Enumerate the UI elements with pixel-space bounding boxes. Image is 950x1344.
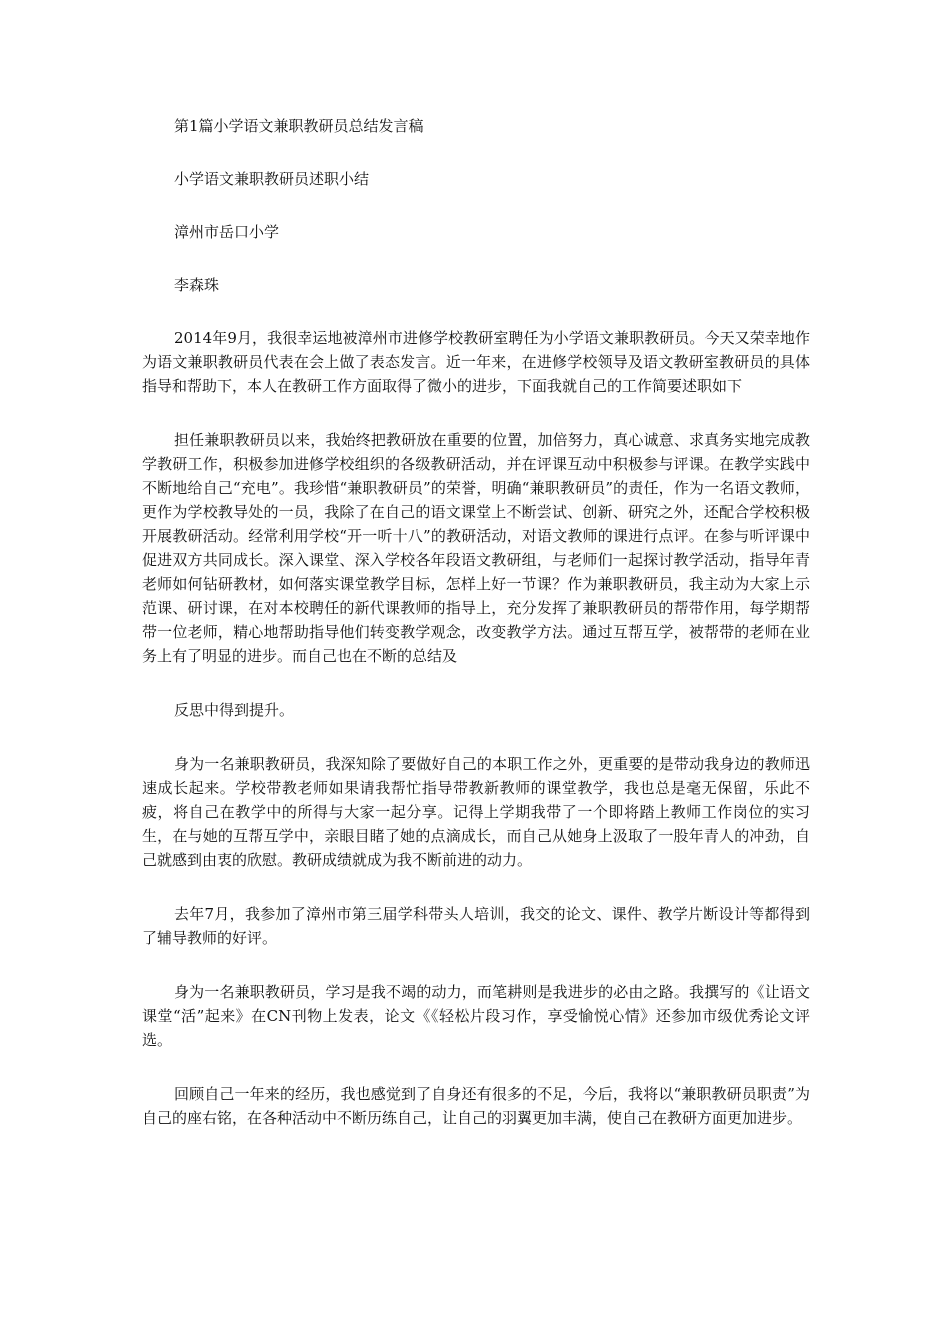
document-body bbox=[142, 114, 810, 1160]
paragraph-reflection: 反思中得到提升。 bbox=[174, 701, 295, 719]
paragraph-writing: 身为一名兼职教研员，学习是我不竭的动力，而笔耕则是我进步的必由之路。我撰写的《让语文课堂“活”起来》在CN刊物上发表，论文《《轻松片段习作，享受愉悦心情》还参加市级优秀论文评选。 bbox=[142, 983, 810, 1049]
paragraph-conclusion: 回顾自己一年来的经历，我也感觉到了自身还有很多的不足，今后，我将以“兼职教研员职责”为自己的座右铭，在各种活动中不断历练自己，让自己的羽翼更加丰满，使自己在教研方面更加进步。 bbox=[142, 1085, 810, 1127]
school-name: 漳州市岳口小学 bbox=[174, 223, 280, 241]
document-title: 第1篇小学语文兼职教研员总结发言稿 bbox=[174, 117, 424, 135]
paragraph-mentoring: 身为一名兼职教研员，我深知除了要做好自己的本职工作之外，更重要的是带动我身边的教师迅速成长起来。学校带教老师如果请我帮忙指导带教新教师的课堂教学，我也总是毫无保留，乐此不疲，将自己在教学中的所得与大家一起分享。记得上学期我带了一个即将踏上教师工作岗位的实习生，在与她的互帮互学中，亲眼目睹了她的点滴成长，而自己从她身上汲取了一股年青人的冲劲，自己就感到由衷的欣慰。教研成绩就成为我不断前进的动力。 bbox=[142, 755, 810, 869]
author-name: 李森珠 bbox=[174, 276, 220, 294]
document-subtitle: 小学语文兼职教研员述职小结 bbox=[174, 170, 370, 188]
paragraph-intro: 2014年9月，我很幸运地被漳州市进修学校教研室聘任为小学语文兼职教研员。今天又荣幸地作为语文兼职教研员代表在会上做了表态发言。近一年来，在进修学校领导及语文教研室教研员的具体指导和帮助下，本人在教研工作方面取得了微小的进步，下面我就自己的工作简要述职如下 bbox=[142, 329, 810, 395]
paragraph-duties: 担任兼职教研员以来，我始终把教研放在重要的位置，加倍努力，真心诚意、求真务实地完成教学教研工作，积极参加进修学校组织的各级教研活动，并在评课互动中积极参与评课。在教学实践中不断地给自己“充电”。我珍惜“兼职教研员”的荣誉，明确“兼职教研员”的责任，作为一名语文教师，更作为学校教导处的一员，我除了在自己的语文课堂上不断尝试、创新、研究之外，还配合学校积极开展教研活动。经常利用学校“开一听十八”的教研活动，对语文教师的课进行点评。在参与听评课中促进双方共同成长。深入课堂、深入学校各年段语文教研组，与老师们一起探讨教学活动，指导年青老师如何钻研教材，如何落实课堂教学目标，怎样上好一节课？作为兼职教研员，我主动为大家上示范课、研讨课，在对本校聘任的新代课教师的指导上，充分发挥了兼职教研员的帮带作用，每学期帮带一位老师，精心地帮助指导他们转变教学观念，改变教学方法。通过互帮互学，被帮带的老师在业务上有了明显的进步。而自己也在不断的总结及 bbox=[142, 431, 810, 665]
paragraph-training: 去年7月，我参加了漳州市第三届学科带头人培训，我交的论文、课件、教学片断设计等都得到了辅导教师的好评。 bbox=[142, 905, 810, 947]
